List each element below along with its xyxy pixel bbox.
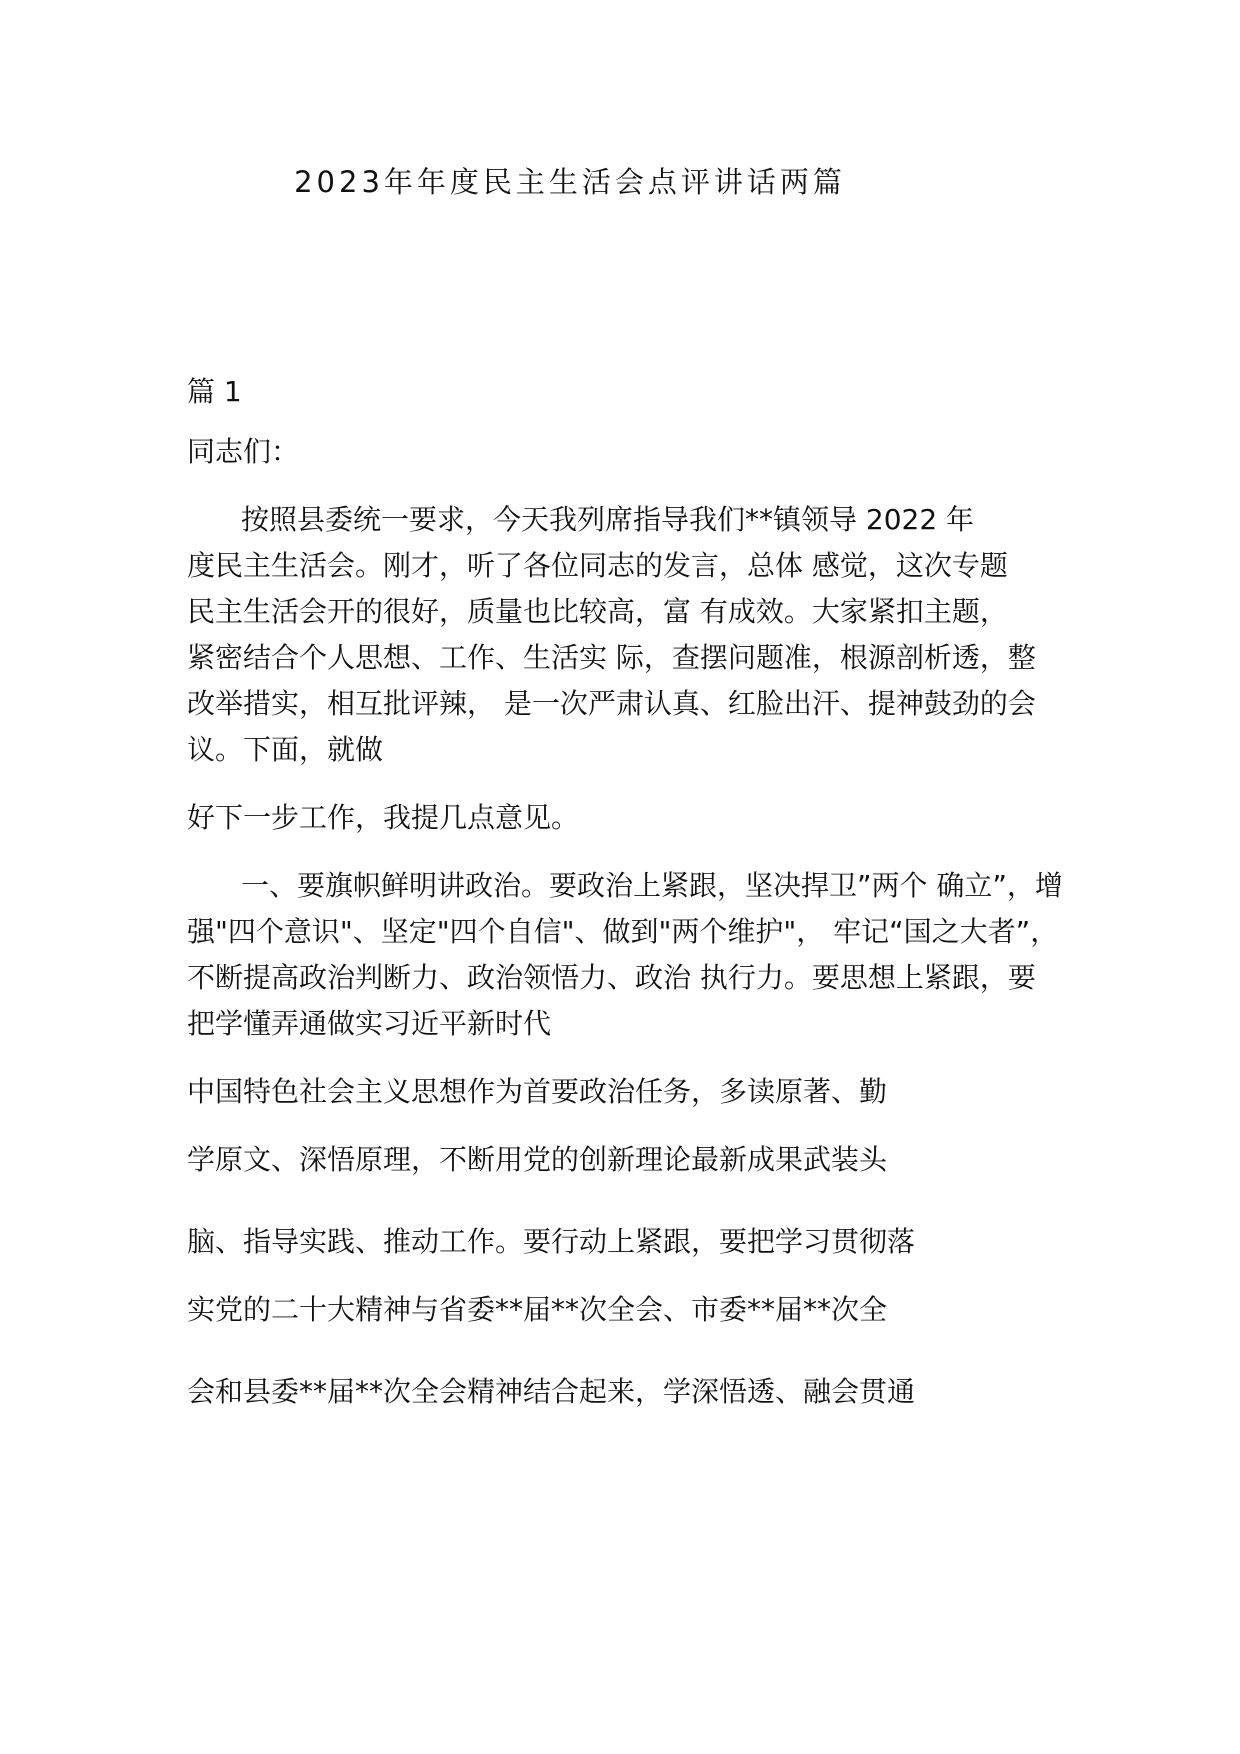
paragraph-line: 中国特色社会主义思想作为首要政治任务，多读原著、勤	[187, 1075, 888, 1108]
paragraph-line: 好下一步工作，我提几点意见。	[187, 801, 580, 834]
paragraph-line: 强"四个意识"、坚定"四个自信"、做到"两个维护"， 牢记“国之大者”，	[187, 915, 1059, 948]
paragraph-line: 改举措实，相互批评辣， 是一次严肃认真、红脸出汗、提神鼓劲的会	[187, 687, 1036, 720]
paragraph-line: 学原文、深悟原理，不断用党的创新理论最新成果武装头	[187, 1143, 888, 1176]
paragraph-line: 一、要旗帜鲜明讲政治。要政治上紧跟，坚决捍卫”两个 确立”，增	[241, 869, 1063, 902]
paragraph-line: 紧密结合个人思想、工作、生活实 际，查摆问题准，根源剖析透，整	[187, 641, 1036, 674]
salutation: 同志们：	[187, 435, 300, 468]
paragraph-line: 把学懂弄通做实习近平新时代	[187, 1007, 552, 1040]
paragraph-line: 不断提高政治判断力、政治领悟力、政治 执行力。要思想上紧跟，要	[187, 961, 1036, 994]
paragraph-line: 按照县委统一要求，今天我列席指导我们**镇领导 2022 年	[241, 503, 975, 536]
document-title: 2023年年度民主生活会点评讲话两篇	[294, 165, 846, 199]
paragraph-line: 脑、指导实践、推动工作。要行动上紧跟，要把学习贯彻落	[187, 1225, 916, 1258]
paragraph-line: 实党的二十大精神与省委**届**次全会、市委**届**次全	[187, 1293, 888, 1326]
paragraph-line: 会和县委**届**次全会精神结合起来，学深悟透、融会贯通	[187, 1375, 916, 1408]
paragraph-line: 民主生活会开的很好，质量也比较高，富 有成效。大家紧扣主题，	[187, 595, 1008, 628]
paragraph-line: 度民主生活会。刚才，听了各位同志的发言，总体 感觉，这次专题	[187, 549, 1008, 582]
section-label: 篇 1	[187, 375, 242, 408]
paragraph-line: 议。下面，就做	[187, 733, 384, 766]
